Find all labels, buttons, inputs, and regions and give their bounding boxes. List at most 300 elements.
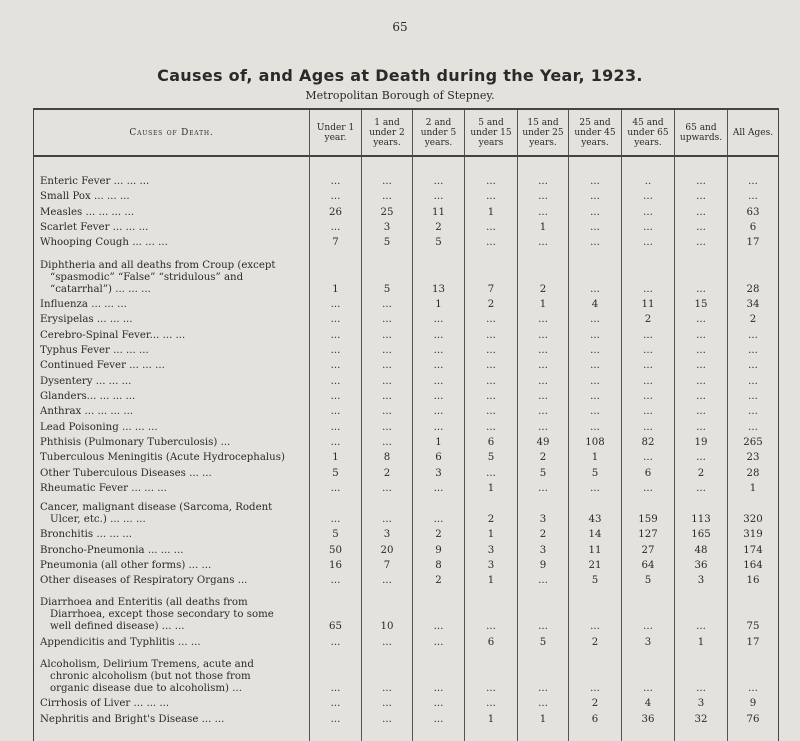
value-cell: ... — [362, 480, 413, 495]
value-cell: ... — [675, 173, 728, 188]
value-cell: ... — [518, 173, 569, 188]
table-row — [34, 572, 779, 587]
table-row — [34, 311, 779, 326]
table-row — [34, 480, 779, 495]
table-row — [34, 695, 779, 710]
cause-text: Cerebro-Spinal Fever... ... ... — [40, 329, 186, 341]
value-cell: ... — [569, 326, 622, 341]
value-cell: 3 — [413, 464, 465, 479]
value-cell: ... — [362, 418, 413, 433]
header-65-up: 65 and upwards. — [675, 109, 728, 156]
value-cell: 5 — [518, 464, 569, 479]
table-row — [34, 649, 779, 695]
value-cell: ... — [569, 649, 622, 695]
value-cell: 2 — [518, 249, 569, 295]
value-cell: ... — [310, 357, 362, 372]
header-2-5: 2 and under 5 years. — [413, 109, 465, 156]
value-cell: ... — [362, 173, 413, 188]
value-cell: 127 — [622, 526, 675, 541]
value-cell: ... — [518, 203, 569, 218]
value-cell: ... — [622, 357, 675, 372]
table-row — [34, 557, 779, 572]
value-cell: ... — [518, 388, 569, 403]
cause-cell — [34, 695, 310, 710]
cause-text: Whooping Cough ... ... ... — [40, 237, 168, 249]
value-cell: 6 — [622, 464, 675, 479]
value-cell: ... — [362, 649, 413, 695]
value-cell: ... — [413, 495, 465, 526]
value-cell: ... — [622, 587, 675, 633]
cause-text: Nephritis and Bright's Disease ... ... — [40, 713, 225, 725]
value-cell: 8 — [413, 557, 465, 572]
value-cell: 2 — [465, 495, 518, 526]
value-cell: 159 — [622, 495, 675, 526]
value-cell: ... — [310, 649, 362, 695]
value-cell: ... — [675, 249, 728, 295]
cause-text: Bronchitis ... ... ... — [40, 529, 133, 541]
value-cell: ... — [362, 188, 413, 203]
value-cell: ... — [569, 587, 622, 633]
value-cell: ... — [413, 695, 465, 710]
value-cell: ... — [569, 249, 622, 295]
value-cell: ... — [310, 695, 362, 710]
value-cell: ... — [413, 633, 465, 648]
value-cell: 5 — [569, 572, 622, 587]
value-cell: ... — [622, 418, 675, 433]
value-cell: 5 — [465, 449, 518, 464]
value-cell: ... — [569, 188, 622, 203]
value-cell: ... — [569, 357, 622, 372]
cause-cell — [34, 357, 310, 372]
table-row — [34, 372, 779, 387]
value-cell: ... — [465, 326, 518, 341]
value-cell: 36 — [675, 557, 728, 572]
table-row — [34, 296, 779, 311]
table-row — [34, 418, 779, 433]
value-cell: 1 — [413, 296, 465, 311]
cause-text: Other Tuberculous Diseases ... ... — [40, 467, 212, 479]
value-cell: 50 — [310, 541, 362, 556]
value-cell: ... — [675, 449, 728, 464]
value-cell: ... — [413, 188, 465, 203]
value-cell: 65 — [310, 587, 362, 633]
value-cell: 5 — [569, 464, 622, 479]
value-cell: ... — [362, 695, 413, 710]
value-cell: 2 — [413, 572, 465, 587]
value-cell: ... — [310, 480, 362, 495]
cause-cell — [34, 388, 310, 403]
value-cell: ... — [362, 342, 413, 357]
value-cell: 23 — [728, 449, 779, 464]
value-cell: ... — [413, 311, 465, 326]
value-cell: ... — [465, 464, 518, 479]
cause-cell — [34, 418, 310, 433]
value-cell: 9 — [413, 541, 465, 556]
value-cell: ... — [569, 234, 622, 249]
cause-text: Pneumonia (all other forms) ... ... — [40, 559, 212, 571]
cause-text: Phthisis (Pulmonary Tuberculosis) ... — [40, 437, 231, 449]
value-cell: ... — [310, 710, 362, 725]
cause-cell — [34, 403, 310, 418]
value-cell: ... — [675, 649, 728, 695]
value-cell: 6 — [728, 219, 779, 234]
value-cell: 3 — [675, 695, 728, 710]
value-cell: 1 — [518, 296, 569, 311]
cause-cell — [34, 710, 310, 725]
cause-text: Other diseases of Respiratory Organs ... — [40, 575, 248, 587]
value-cell: 63 — [728, 203, 779, 218]
cause-cell — [34, 557, 310, 572]
value-cell: ... — [569, 418, 622, 433]
value-cell: ... — [310, 219, 362, 234]
header-all-ages: All Ages. — [728, 109, 779, 156]
value-cell: 16 — [310, 557, 362, 572]
value-cell: 3 — [518, 541, 569, 556]
value-cell: 174 — [728, 541, 779, 556]
value-cell: ... — [362, 710, 413, 725]
cause-cell — [34, 526, 310, 541]
table-row — [34, 173, 779, 188]
value-cell: 17 — [728, 234, 779, 249]
value-cell: ... — [728, 357, 779, 372]
value-cell: ... — [518, 649, 569, 695]
cause-cell — [34, 311, 310, 326]
value-cell: 3 — [675, 572, 728, 587]
value-cell: ... — [622, 188, 675, 203]
value-cell: 5 — [622, 572, 675, 587]
value-cell: ... — [569, 342, 622, 357]
value-cell: 5 — [518, 633, 569, 648]
value-cell: 3 — [362, 526, 413, 541]
value-cell: 1 — [675, 633, 728, 648]
value-cell: 64 — [622, 557, 675, 572]
cause-cell — [34, 296, 310, 311]
value-cell: ... — [310, 388, 362, 403]
table-row — [34, 464, 779, 479]
value-cell: 2 — [465, 296, 518, 311]
value-cell: .. — [622, 173, 675, 188]
value-cell: 265 — [728, 434, 779, 449]
cause-cell — [34, 342, 310, 357]
value-cell: ... — [465, 372, 518, 387]
value-cell: ... — [362, 495, 413, 526]
value-cell: 1 — [310, 449, 362, 464]
value-cell: ... — [675, 587, 728, 633]
value-cell: ... — [310, 572, 362, 587]
cause-cell — [34, 587, 310, 633]
cause-cell — [34, 480, 310, 495]
value-cell: 6 — [465, 633, 518, 648]
value-cell: ... — [675, 188, 728, 203]
header-under-1: Under 1 year. — [310, 109, 362, 156]
page-subtitle: Metropolitan Borough of Stepney. — [305, 89, 495, 102]
value-cell: ... — [518, 372, 569, 387]
value-cell: ... — [622, 449, 675, 464]
value-cell: ... — [413, 173, 465, 188]
value-cell: 2 — [675, 464, 728, 479]
value-cell: ... — [728, 342, 779, 357]
value-cell: ... — [465, 403, 518, 418]
value-cell: 1 — [310, 249, 362, 295]
value-cell: ... — [569, 372, 622, 387]
cause-cell — [34, 633, 310, 648]
value-cell: ... — [465, 357, 518, 372]
page-title: Causes of, and Ages at Death during the Year, 1923. — [157, 66, 643, 85]
value-cell: 36 — [622, 710, 675, 725]
value-cell: ... — [310, 372, 362, 387]
value-cell: ... — [518, 418, 569, 433]
value-cell: ... — [518, 572, 569, 587]
value-cell: ... — [413, 326, 465, 341]
value-cell: ... — [518, 311, 569, 326]
value-cell: 5 — [310, 526, 362, 541]
value-cell: ... — [413, 357, 465, 372]
value-cell: ... — [675, 357, 728, 372]
value-cell: 1 — [518, 710, 569, 725]
value-cell: ... — [675, 311, 728, 326]
table-row — [34, 403, 779, 418]
value-cell: ... — [310, 173, 362, 188]
header-1-2: 1 and under 2 years. — [362, 109, 413, 156]
cause-text: organic disease due to alcoholism) ... — [50, 682, 242, 694]
value-cell: 5 — [310, 464, 362, 479]
value-cell: 34 — [728, 296, 779, 311]
value-cell: ... — [728, 372, 779, 387]
value-cell: ... — [728, 188, 779, 203]
header-45-65: 45 and under 65 years. — [622, 109, 675, 156]
value-cell: ... — [675, 342, 728, 357]
cause-cell — [34, 372, 310, 387]
value-cell: ... — [465, 418, 518, 433]
value-cell: 2 — [518, 526, 569, 541]
value-cell: 1 — [518, 219, 569, 234]
mortality-table — [33, 108, 779, 741]
table-row — [34, 434, 779, 449]
value-cell: ... — [675, 418, 728, 433]
header-15-25: 15 and under 25 years. — [518, 109, 569, 156]
value-cell: ... — [569, 219, 622, 234]
value-cell: ... — [413, 342, 465, 357]
value-cell: ... — [310, 495, 362, 526]
cause-cell — [34, 541, 310, 556]
value-cell: 113 — [675, 495, 728, 526]
value-cell: ... — [675, 234, 728, 249]
value-cell: 3 — [518, 495, 569, 526]
cause-cell — [34, 249, 310, 295]
value-cell: ... — [675, 326, 728, 341]
value-cell: ... — [362, 326, 413, 341]
value-cell: ... — [518, 587, 569, 633]
value-cell: ... — [465, 695, 518, 710]
value-cell: ... — [362, 357, 413, 372]
value-cell: 2 — [518, 449, 569, 464]
value-cell: 82 — [622, 434, 675, 449]
value-cell: ... — [518, 480, 569, 495]
cause-cell — [34, 234, 310, 249]
header-5-15: 5 and under 15 years — [465, 109, 518, 156]
cause-text: Erysipelas ... ... ... — [40, 314, 133, 326]
value-cell: 7 — [310, 234, 362, 249]
table-row — [34, 541, 779, 556]
value-cell: ... — [362, 572, 413, 587]
value-cell: 28 — [728, 464, 779, 479]
value-cell: 15 — [675, 296, 728, 311]
value-cell: 1 — [465, 710, 518, 725]
value-cell: 16 — [728, 572, 779, 587]
value-cell: 4 — [622, 695, 675, 710]
value-cell: ... — [569, 173, 622, 188]
cause-text: Small Pox ... ... ... — [40, 191, 130, 203]
table-row — [34, 219, 779, 234]
header-row — [34, 109, 779, 156]
value-cell: ... — [310, 311, 362, 326]
value-cell: 6 — [413, 449, 465, 464]
table-row — [34, 526, 779, 541]
value-cell: 21 — [569, 557, 622, 572]
value-cell: 7 — [465, 249, 518, 295]
value-cell: ... — [622, 234, 675, 249]
value-cell: ... — [413, 418, 465, 433]
spacer-row — [34, 156, 779, 173]
value-cell: ... — [310, 434, 362, 449]
value-cell: ... — [622, 372, 675, 387]
value-cell: ... — [465, 234, 518, 249]
value-cell: ... — [569, 203, 622, 218]
value-cell: ... — [310, 188, 362, 203]
value-cell: ... — [675, 203, 728, 218]
value-cell: 11 — [569, 541, 622, 556]
table-row — [34, 449, 779, 464]
value-cell: 2 — [362, 464, 413, 479]
value-cell: ... — [622, 219, 675, 234]
value-cell: 165 — [675, 526, 728, 541]
value-cell: ... — [465, 173, 518, 188]
value-cell: ... — [310, 296, 362, 311]
cause-text: Enteric Fever ... ... ... — [40, 176, 150, 187]
value-cell: ... — [675, 480, 728, 495]
value-cell: ... — [622, 649, 675, 695]
value-cell: 2 — [569, 633, 622, 648]
value-cell: ... — [413, 649, 465, 695]
value-cell: 8 — [362, 449, 413, 464]
value-cell: 1 — [569, 449, 622, 464]
cause-cell — [34, 203, 310, 218]
table-row — [34, 388, 779, 403]
value-cell: 3 — [622, 633, 675, 648]
value-cell: ... — [413, 388, 465, 403]
value-cell: ... — [675, 403, 728, 418]
value-cell: ... — [518, 326, 569, 341]
value-cell: 11 — [413, 203, 465, 218]
value-cell: 32 — [675, 710, 728, 725]
cause-text: “spasmodic” “False” “stridulous” and — [50, 271, 244, 283]
cause-text: Anthrax ... ... ... ... — [40, 406, 134, 418]
value-cell: ... — [675, 388, 728, 403]
cause-cell — [34, 219, 310, 234]
value-cell: ... — [413, 403, 465, 418]
value-cell: ... — [569, 403, 622, 418]
cause-text: Ulcer, etc.) ... ... ... — [50, 513, 146, 525]
value-cell: ... — [675, 219, 728, 234]
cause-text: Influenza ... ... ... — [40, 298, 127, 310]
value-cell: 5 — [413, 234, 465, 249]
value-cell: 1 — [465, 480, 518, 495]
cause-text: Diarrhoea and Enteritis (all deaths from — [40, 597, 248, 609]
value-cell: 25 — [362, 203, 413, 218]
value-cell: 1 — [465, 572, 518, 587]
value-cell: 2 — [413, 526, 465, 541]
value-cell: ... — [362, 372, 413, 387]
cause-text: Lead Poisoning ... ... ... — [40, 421, 158, 433]
cause-text: Cirrhosis of Liver ... ... ... — [40, 698, 170, 710]
value-cell: ... — [518, 234, 569, 249]
cause-cell — [34, 572, 310, 587]
value-cell: 9 — [518, 557, 569, 572]
value-cell: ... — [362, 296, 413, 311]
value-cell: 2 — [569, 695, 622, 710]
value-cell: ... — [518, 403, 569, 418]
value-cell: ... — [362, 434, 413, 449]
value-cell: ... — [622, 480, 675, 495]
value-cell: ... — [518, 188, 569, 203]
value-cell: ... — [728, 403, 779, 418]
value-cell: ... — [622, 342, 675, 357]
cause-text: well defined disease) ... ... — [50, 621, 185, 633]
value-cell: ... — [569, 388, 622, 403]
value-cell: ... — [675, 372, 728, 387]
table-row — [34, 633, 779, 648]
cause-text: Appendicitis and Typhlitis ... ... — [40, 636, 201, 648]
value-cell: 5 — [362, 249, 413, 295]
cause-text: Continued Fever ... ... ... — [40, 360, 165, 372]
cause-text: Glanders... ... ... ... — [40, 391, 136, 403]
value-cell: ... — [518, 357, 569, 372]
value-cell: ... — [728, 418, 779, 433]
value-cell: ... — [622, 403, 675, 418]
value-cell: 4 — [569, 296, 622, 311]
value-cell: ... — [362, 403, 413, 418]
table-row — [34, 342, 779, 357]
value-cell: ... — [310, 342, 362, 357]
value-cell: 26 — [310, 203, 362, 218]
cause-text: Cancer, malignant disease (Sarcoma, Rodent — [40, 501, 273, 513]
value-cell: 2 — [622, 311, 675, 326]
value-cell: ... — [362, 633, 413, 648]
cause-cell — [34, 434, 310, 449]
value-cell: ... — [622, 326, 675, 341]
value-cell: ... — [413, 587, 465, 633]
table-row — [34, 326, 779, 341]
value-cell: ... — [728, 326, 779, 341]
table-row — [34, 587, 779, 633]
value-cell: ... — [362, 388, 413, 403]
value-cell: 13 — [413, 249, 465, 295]
value-cell: ... — [310, 326, 362, 341]
value-cell: 6 — [465, 434, 518, 449]
table-row — [34, 357, 779, 372]
value-cell: ... — [728, 649, 779, 695]
filler-row — [34, 726, 779, 741]
value-cell: 1 — [413, 434, 465, 449]
table-row — [34, 710, 779, 725]
value-cell: 76 — [728, 710, 779, 725]
value-cell: 43 — [569, 495, 622, 526]
value-cell: 48 — [675, 541, 728, 556]
page-number: 65 — [392, 20, 408, 34]
cause-text: Alcoholism, Delirium Tremens, acute and — [40, 658, 254, 670]
value-cell: 2 — [728, 311, 779, 326]
value-cell: ... — [310, 418, 362, 433]
